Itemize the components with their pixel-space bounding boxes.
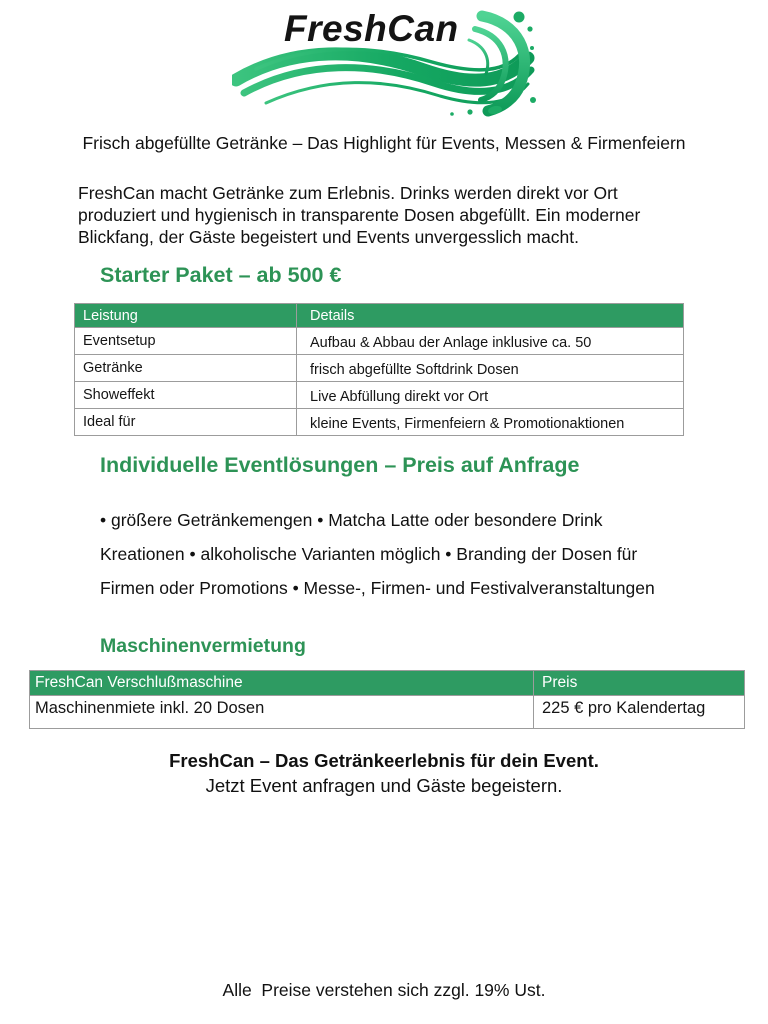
intro-line: produziert und hygienisch in transparente Dosen abgefüllt. Ein moderner: [78, 204, 641, 225]
closing-bold-line: FreshCan – Das Getränkeerlebnis für dein Event.: [169, 750, 599, 771]
bullet-line: • größere Getränkemengen • Matcha Latte oder besondere Drink: [100, 510, 603, 530]
table-header-cell: Leistung: [75, 304, 297, 328]
table-cell: Showeffekt: [75, 382, 297, 409]
table-cell: Aufbau & Abbau der Anlage inklusive ca. 50: [297, 328, 684, 355]
table-header-cell: FreshCan Verschlußmaschine: [30, 671, 534, 696]
table-row: [75, 355, 684, 382]
footer-note: Alle Preise verstehen sich zzgl. 19% Ust.: [222, 980, 546, 1000]
table-row: [30, 696, 745, 729]
table-header-cell: Preis: [534, 671, 745, 696]
logo: [232, 6, 538, 118]
intro-paragraph: [78, 183, 698, 248]
starter-table-header-row: [75, 304, 684, 328]
rental-heading: Maschinenvermietung: [100, 635, 306, 657]
table-row: [75, 409, 684, 436]
intro-line: FreshCan macht Getränke zum Erlebnis. Drinks werden direkt vor Ort: [78, 183, 618, 203]
intro-line: Blickfang, der Gäste begeistert und Events unvergesslich macht.: [78, 226, 579, 247]
closing-sub-line: Jetzt Event anfragen und Gäste begeistern.: [205, 775, 563, 796]
rental-table-header-row: [30, 671, 745, 696]
table-cell: Eventsetup: [75, 328, 297, 355]
logo-wordmark: FreshCan: [284, 8, 459, 49]
table-cell: 225 € pro Kalendertag: [534, 696, 745, 729]
table-cell: Live Abfüllung direkt vor Ort: [297, 382, 684, 409]
bullet-line: Kreationen • alkoholische Varianten möglich • Branding der Dosen für: [100, 544, 638, 564]
starter-heading: Starter Paket – ab 500 €: [100, 263, 342, 287]
table-cell: Ideal für: [75, 409, 297, 436]
table-header-cell: Details: [297, 304, 684, 328]
bullet-line: Firmen oder Promotions • Messe-, Firmen- und Festivalveranstaltungen: [100, 578, 655, 598]
table-row: [75, 328, 684, 355]
starter-table: [74, 303, 684, 436]
table-cell: Getränke: [75, 355, 297, 382]
table-cell: frisch abgefüllte Softdrink Dosen: [297, 355, 684, 382]
table-cell: kleine Events, Firmenfeiern & Promotionaktionen: [297, 409, 684, 436]
table-row: [75, 382, 684, 409]
individual-bullet-list: [100, 503, 690, 605]
rental-table: [29, 670, 745, 729]
tagline: Frisch abgefüllte Getränke – Das Highlight für Events, Messen & Firmenfeiern: [82, 133, 686, 153]
table-cell: Maschinenmiete inkl. 20 Dosen: [30, 696, 534, 729]
individual-heading: Individuelle Eventlösungen – Preis auf Anfrage: [100, 453, 580, 477]
